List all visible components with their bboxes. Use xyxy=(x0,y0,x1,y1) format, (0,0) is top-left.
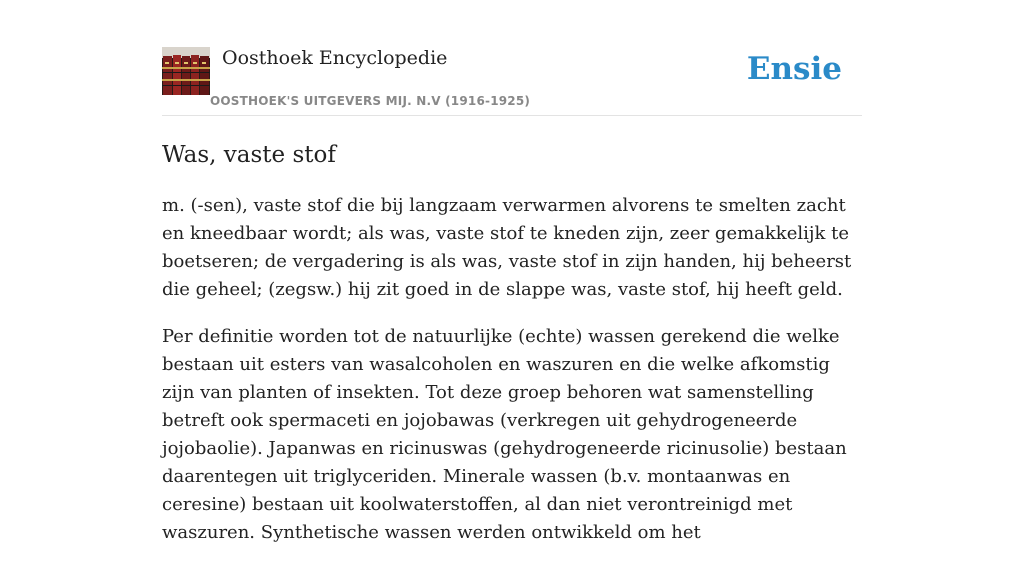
article-body xyxy=(162,192,867,566)
article-paragraph-details: Per definitie worden tot de natuurlijke (echte) wassen gerekend die welke bestaan uit esters van wasalcoholen en waszuren en die welke afkomstig zijn van planten of insekten. Tot deze groep behoren wat samenstelling betreft ook spermaceti en jojobawas (verkregen uit gehydrogeneerde jojobaolie). Japanwas en ricinuswas (gehydrogeneerde ricinusolie) bestaan daarentegen uit triglyceriden. Minerale wassen (b.v. montaanwas en ceresine) bestaan uit koolwaterstoffen, al dan niet verontreinigd met waszuren. Synthetische wassen werden ontwikkeld om het xyxy=(162,326,847,543)
content-container xyxy=(162,0,862,543)
ensie-logo[interactable]: Ensie xyxy=(746,51,842,87)
source-name[interactable]: Oosthoek Encyclopedie xyxy=(222,47,448,69)
book-spines-icon[interactable] xyxy=(162,47,210,95)
article-paragraph-definition: m. (-sen), vaste stof die bij langzaam verwarmen alvorens te smelten zacht en kneedbaar wordt; als was, vaste stof te kneden zijn, zeer gemakkelijk te boetseren; de vergadering is als was, vaste stof in zijn handen, hij beheerst die geheel; (zegsw.) hij zit goed in de slappe was, vaste stof, hij heeft geld. xyxy=(162,195,852,300)
article-title: Was, vaste stof xyxy=(162,142,336,168)
source-subtitle: OOSTHOEK'S UITGEVERS MIJ. N.V (1916-1925) xyxy=(210,94,531,108)
source-header xyxy=(162,0,862,116)
